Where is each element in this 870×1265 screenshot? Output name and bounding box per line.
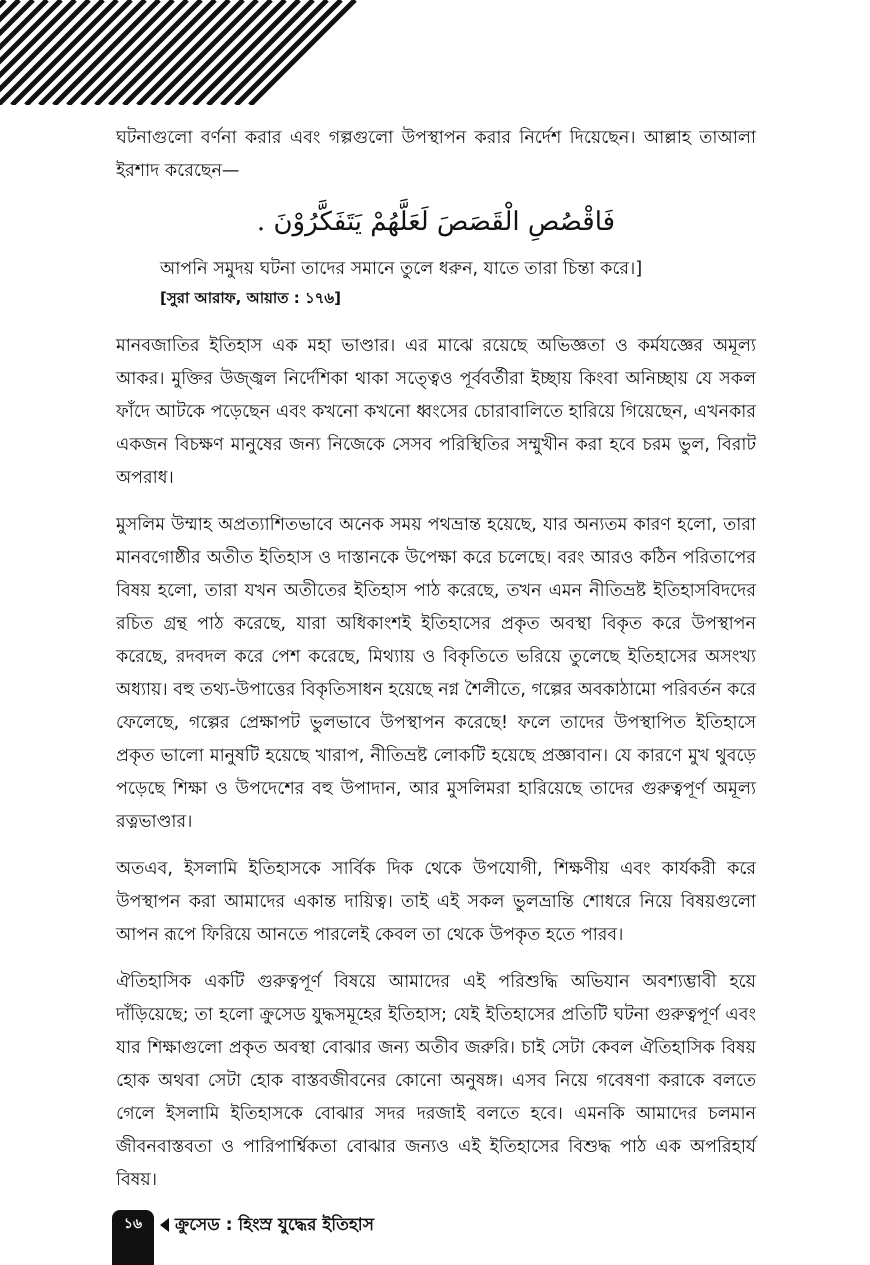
page-footer xyxy=(112,1210,374,1265)
corner-stripe-decoration xyxy=(0,0,360,105)
left-arrow-icon xyxy=(160,1218,169,1232)
paragraph: মানবজাতির ইতিহাস এক মহা ভাণ্ডার। এর মাঝে রয়েছে অভিজ্ঞতা ও কর্মযজ্ঞের অমূল্য আকর। মুক্তির উজ্জ্বল নির্দেশিকা থাকা সত্ত্বেও পূর্ববর্তীরা ইচ্ছায় কিংবা অনিচ্ছায় যে সকল ফাঁদে আটকে পড়েছেন এবং কখনো কখনো ধ্বংসের চোরাবালিতে হারিয়ে গিয়েছেন, এখনকার একজন বিচক্ষণ মানুষের জন্য নিজেকে সেসব পরিস্থিতির সম্মুখীন করা হবে চরম ভুল, বিরাট অপরাধ। xyxy=(116,336,756,488)
page-body xyxy=(116,122,756,1211)
paragraph: মুসলিম উম্মাহ অপ্রত্যাশিতভাবে অনেক সময় পথভ্রান্ত হয়েছে, যার অন্যতম কারণ হলো, তারা মানবগোষ্ঠীর অতীত ইতিহাস ও দাস্তানকে উপেক্ষা করে চলেছে। বরং আরও কঠিন পরিতাপের বিষয় হলো, তারা যখন অতীতের ইতিহাস পাঠ করেছে, তখন এমন নীতিভ্রষ্ট ইতিহাসবিদদের রচিত গ্রন্থ পাঠ করেছে, যারা অধিকাংশই ইতিহাসের প্রকৃত অবস্থা বিকৃত করে উপস্থাপন করেছে, রদবদল করে পেশ করেছে, মিথ্যায় ও বিকৃতিতে ভরিয়ে তুলেছে ইতিহাসের অসংখ্য অধ্যায়। বহু তথ্য-উপাত্তের বিকৃতিসাধন হয়েছে নগ্ন শৈলীতে, গল্পের অবকাঠামো পরিবর্তন করে ফেলেছে, গল্পের প্রেক্ষাপট ভুলভাবে উপস্থাপন করেছে! ফলে তাদের উপস্থাপিত ইতিহাসে প্রকৃত ভালো মানুষটি হয়েছে খারাপ, নীতিভ্রষ্ট লোকটি হয়েছে প্রজ্ঞাবান। যে কারণে মুখ থুবড়ে পড়েছে শিক্ষা ও উপদেশের বহু উপাদান, আর মুসলিমরা হারিয়েছে তাদের গুরুত্বপূর্ণ অমূল্য রত্নভাণ্ডার। xyxy=(116,515,756,832)
quran-verse: فَاقْصُصِ الْقَصَصَ لَعَلَّهُمْ يَتَفَكَّرُوْنَ . xyxy=(256,207,616,237)
paragraph: ঐতিহাসিক একটি গুরুত্বপূর্ণ বিষয়ে আমাদের এই পরিশুদ্ধি অভিযান অবশ্যম্ভাবী হয়ে দাঁড়িয়েছে; তা হলো ক্রুসেড যুদ্ধসমূহের ইতিহাস; যেই ইতিহাসের প্রতিটি ঘটনা গুরুত্বপূর্ণ এবং যার শিক্ষাগুলো প্রকৃত অবস্থা বোঝার জন্য অতীব জরুরি। চাই সেটা কেবল ঐতিহাসিক বিষয় হোক অথবা সেটা হোক বাস্তবজীবনের কোনো অনুষঙ্গ। এসব নিয়ে গবেষণা করাকে বলতে গেলে ইসলামি ইতিহাসকে বোঝার সদর দরজাই বলতে হবে। এমনকি আমাদের চলমান জীবনবাস্তবতা ও পারিপার্শ্বিকতা বোঝার জন্যও এই ইতিহাসের বিশুদ্ধ পাঠ এক অপরিহার্য বিষয়। xyxy=(116,972,756,1190)
intro-paragraph: ঘটনাগুলো বর্ণনা করার এবং গল্পগুলো উপস্থাপন করার নির্দেশ দিয়েছেন। আল্লাহ তাআলা ইরশাদ করেছেন— xyxy=(116,128,756,181)
paragraph: অতএব, ইসলামি ইতিহাসকে সার্বিক দিক থেকে উপযোগী, শিক্ষণীয় এবং কার্যকরী করে উপস্থাপন করা আমাদের একান্ত দায়িত্ব। তাই এই সকল ভুলভ্রান্তি শোধরে নিয়ে বিষয়গুলো আপন রূপে ফিরিয়ে আনতে পারলেই কেবল তা থেকে উপকৃত হতে পারব। xyxy=(116,859,756,945)
page-number: ১৬ xyxy=(112,1210,154,1265)
verse-reference: [সুরা আরাফ, আয়াত : ১৭৬] xyxy=(160,289,342,307)
verse-translation: আপনি সমুদয় ঘটনা তাদের সমানে তুলে ধরুন, যাতে তারা চিন্তা করে।] xyxy=(160,259,643,279)
running-book-title: ক্রুসেড : হিংস্র যুদ্ধের ইতিহাস xyxy=(175,1215,374,1235)
